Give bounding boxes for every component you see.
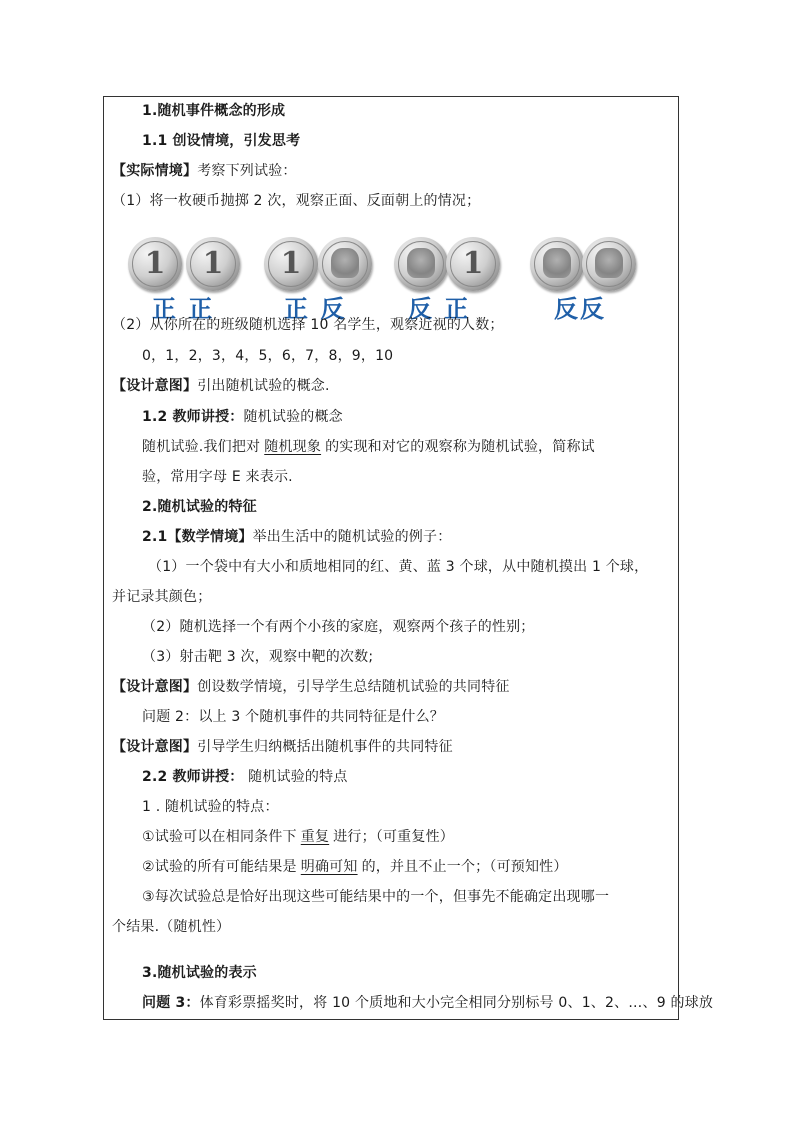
design-tag: 【设计意图】 — [112, 679, 198, 695]
coin-heads-icon: 1 — [186, 237, 240, 291]
example-1-line-1: （1）一个袋中有大小和质地相同的红、黄、蓝 3 个球，从中随机摸出 1 个球， — [148, 559, 649, 575]
example-1-line-2: 并记录其颜色； — [112, 589, 212, 605]
coin-illustration — [124, 237, 644, 323]
design-text: 创设数学情境，引导学生总结随机试验的共同特征 — [197, 679, 510, 695]
heading-2-2-bold: 2.2 教师讲授： — [142, 769, 244, 785]
question-2: 问题 2：以上 3 个随机事件的共同特征是什么？ — [142, 709, 444, 725]
features-title: 1 . 随机试验的特点： — [142, 799, 279, 815]
design-text: 引出随机试验的概念. — [197, 378, 330, 394]
situation-line — [112, 161, 672, 181]
feature-3-line-1: ③每次试验总是恰好出现这些可能结果中的一个，但事先不能确定出现哪一 — [142, 889, 610, 905]
item-1: （1）将一枚硬币抛掷 2 次，观察正面、反面朝上的情况； — [112, 193, 481, 209]
definition-text-b: 的实现和对它的观察称为随机试验，简称试 — [325, 439, 595, 455]
heading-2-1 — [142, 527, 672, 547]
heading-1-2-bold: 1.2 教师讲授： — [142, 409, 244, 425]
definition-line-2: 验，常用字母 E 来表示. — [142, 469, 293, 485]
coin-tails-icon — [394, 237, 448, 291]
coin-tails-icon — [530, 237, 584, 291]
feature-2 — [142, 857, 672, 877]
feature-1-text-a: ①试验可以在相同条件下 — [142, 829, 297, 845]
coin-label-3: 反 正 — [408, 295, 471, 323]
question-3-text: 体育彩票摇奖时，将 10 个质地和大小完全相同分别标号 0、1、2、…、9 的球放 — [199, 995, 714, 1011]
feature-1-blank: 重复 — [300, 829, 330, 845]
item-2: （2）从你所在的班级随机选择 10 名学生，观察近视的人数； — [112, 317, 504, 333]
situation-text: 考察下列试验： — [197, 163, 297, 179]
example-2: （2）随机选择一个有两个小孩的家庭，观察两个孩子的性别； — [142, 619, 535, 635]
heading-2: 2.随机试验的特征 — [142, 499, 257, 515]
coin-tails-icon — [582, 237, 636, 291]
heading-1-2-text: 随机试验的概念 — [243, 409, 343, 425]
heading-1: 1.随机事件概念的形成 — [142, 103, 286, 119]
heading-1-2 — [142, 407, 672, 427]
feature-1-text-b: 进行；（可重复性） — [333, 829, 454, 845]
coin-heads-icon: 1 — [128, 237, 182, 291]
heading-2-1-bold: 2.1【数学情境】 — [142, 529, 253, 545]
feature-3-line-2: 个结果.（随机性） — [112, 919, 231, 935]
heading-2-2-text: 随机试验的特点 — [243, 769, 348, 785]
example-3: （3）射击靶 3 次，观察中靶的次数; — [142, 649, 374, 665]
design-tag: 【设计意图】 — [112, 739, 198, 755]
design-intent-3 — [112, 737, 672, 757]
design-tag: 【设计意图】 — [112, 378, 198, 394]
feature-1 — [142, 827, 672, 847]
heading-3: 3.随机试验的表示 — [142, 965, 257, 981]
definition-blank: 随机现象 — [264, 439, 322, 455]
coin-label-4: 反反 — [554, 295, 606, 323]
heading-2-1-text: 举出生活中的随机试验的例子： — [252, 529, 452, 545]
definition-line-1 — [142, 437, 672, 457]
question-3 — [142, 993, 714, 1013]
design-intent-2 — [112, 677, 672, 697]
coin-heads-icon: 1 — [446, 237, 500, 291]
coin-label-2: 正 反 — [284, 295, 347, 323]
coin-label-1: 正 正 — [152, 295, 215, 323]
situation-tag: 【实际情境】 — [112, 163, 198, 179]
feature-2-text-a: ②试验的所有可能结果是 — [142, 859, 297, 875]
coin-tails-icon — [318, 237, 372, 291]
heading-2-2 — [142, 767, 672, 787]
feature-2-blank: 明确可知 — [300, 859, 358, 875]
feature-2-text-b: 的，并且不止一个；（可预知性） — [361, 859, 568, 875]
coin-heads-icon: 1 — [264, 237, 318, 291]
design-intent-1 — [112, 376, 672, 396]
lesson-table-cell — [103, 96, 714, 1020]
number-list: 0，1，2，3，4，5，6，7，8，9，10 — [142, 348, 394, 364]
design-text: 引导学生归纳概括出随机事件的共同特征 — [197, 739, 453, 755]
question-3-bold: 问题 3： — [142, 995, 200, 1011]
heading-1-1: 1.1 创设情境，引发思考 — [142, 133, 301, 149]
definition-text-a: 随机试验.我们把对 — [142, 439, 261, 455]
